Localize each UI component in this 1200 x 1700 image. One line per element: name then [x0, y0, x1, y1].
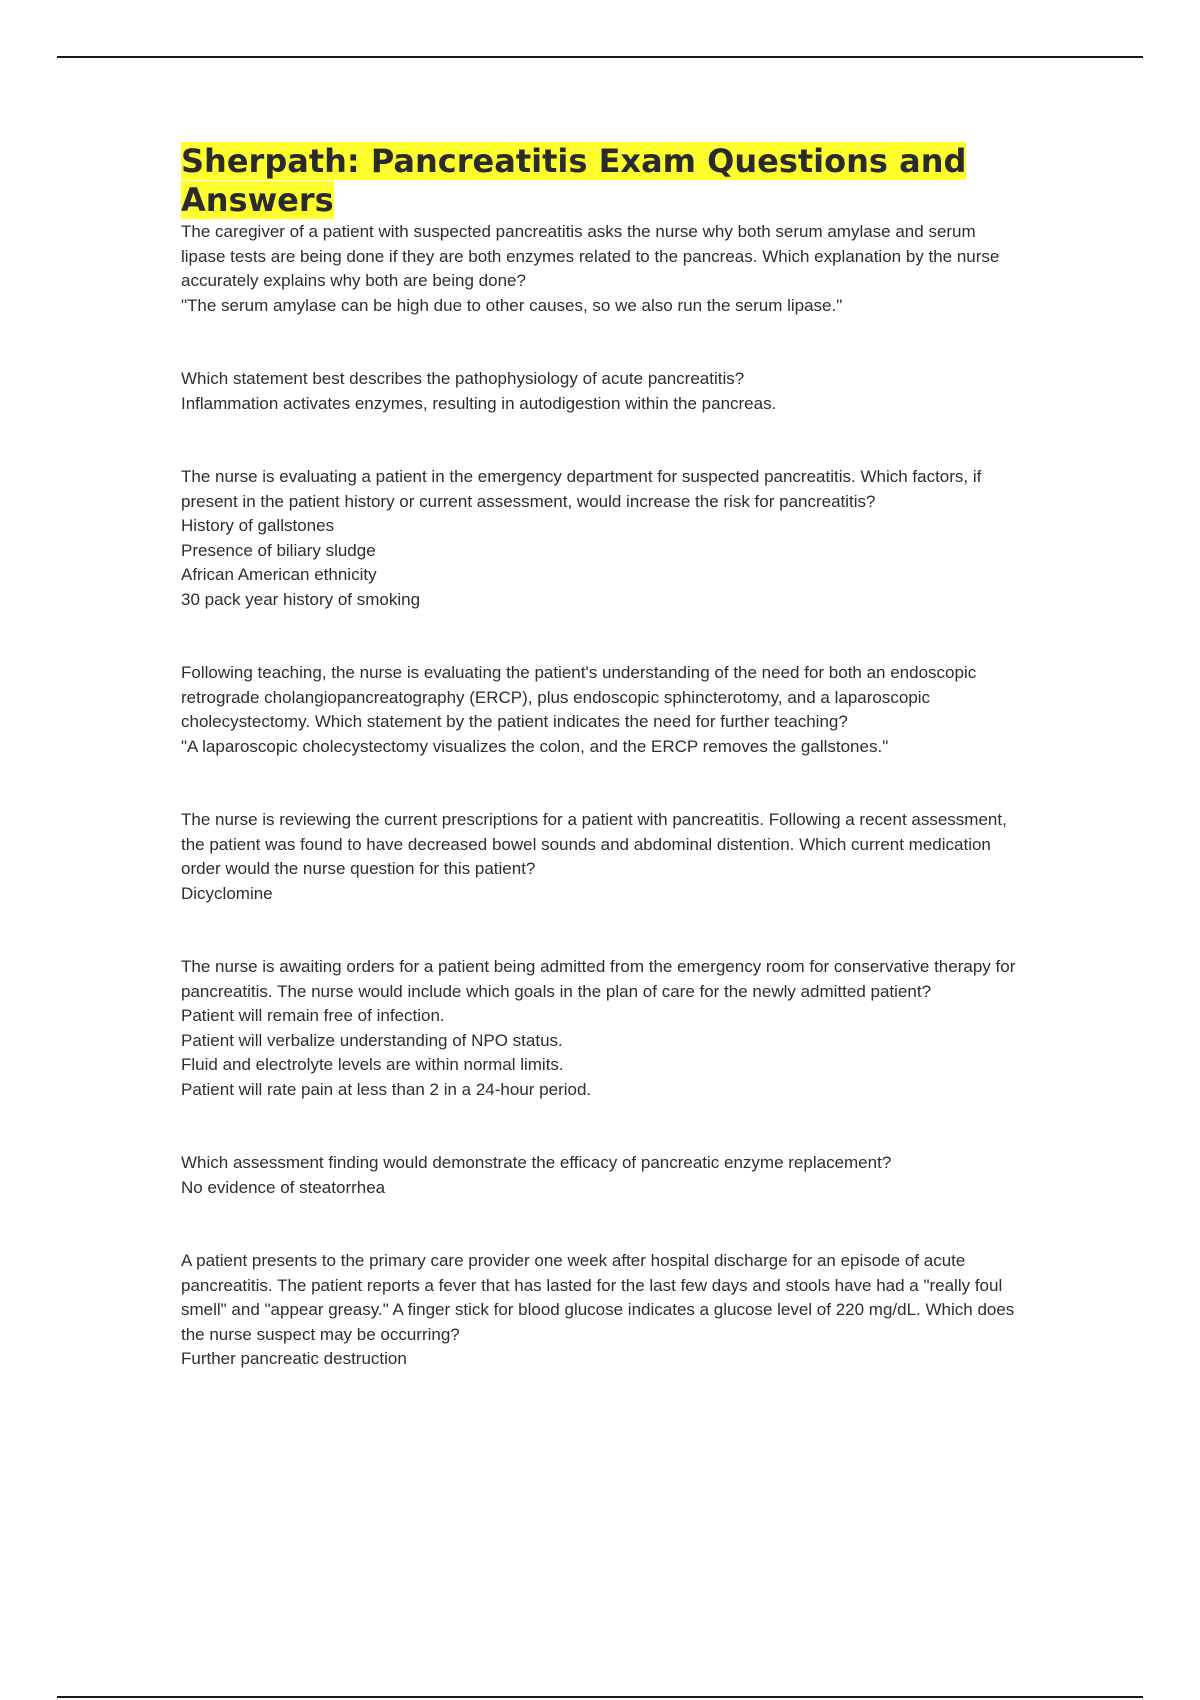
qa-item: [181, 1151, 1021, 1200]
bottom-rule: [57, 1696, 1143, 1698]
answer-text: Further pancreatic destruction: [181, 1349, 407, 1368]
qa-item: [181, 955, 1021, 1102]
qa-item: [181, 808, 1021, 906]
answer-text: Patient will rate pain at less than 2 in a 24-hour period.: [181, 1079, 592, 1099]
qa-item: [181, 1249, 1021, 1372]
qa-item: [181, 220, 1021, 318]
qa-item: [181, 367, 1021, 416]
question-text: The nurse is reviewing the current prescriptions for a patient with pancreatitis. Following a recent assessment, the patient was found to have decreased bowel sounds and abdominal distention. Which current medication order would the nurse question for this patient?: [181, 810, 1007, 878]
question-text: Which statement best describes the pathophysiology of acute pancreatitis?: [181, 369, 745, 388]
question-text: Which assessment finding would demonstrate the efficacy of pancreatic enzyme replacement?: [181, 1153, 892, 1172]
answer-text: No evidence of steatorrhea: [181, 1177, 386, 1197]
answer-text: Fluid and electrolyte levels are within normal limits.: [181, 1055, 564, 1074]
answer-text: "The serum amylase can be high due to other causes, so we also run the serum lipase.": [181, 295, 843, 315]
question-text: The caregiver of a patient with suspected pancreatitis asks the nurse why both serum amylase and serum lipase tests are being done if they are both enzymes related to the pancreas. Which explanation by the nurse accurately explains why both are being done?: [181, 222, 1000, 290]
document-body: [181, 142, 1021, 1372]
question-text: The nurse is awaiting orders for a patient being admitted from the emergency room for conservative therapy for pancreatitis. The nurse would include which goals in the plan of care for the newly admitted patient?: [181, 957, 1016, 1001]
answer-text: 30 pack year history of smoking: [181, 589, 421, 609]
question-text: A patient presents to the primary care provider one week after hospital discharge for an episode of acute pancreatitis. The patient reports a fever that has lasted for the last few days and stools have had a "really foul smell" and "appear greasy." A finger stick for blood glucose indicates a glucose level of 220 mg/dL. Which does the nurse suspect may be occurring?: [181, 1251, 1015, 1344]
qa-item: [181, 465, 1021, 612]
top-rule: [57, 56, 1143, 58]
answer-text: African American ethnicity: [181, 565, 377, 584]
answer-text: Presence of biliary sludge: [181, 540, 376, 560]
answer-text: Patient will verbalize understanding of NPO status.: [181, 1030, 563, 1050]
title-highlight: Sherpath: Pancreatitis Exam Questions and Answers: [181, 142, 967, 219]
answer-text: Dicyclomine: [181, 883, 273, 903]
answer-text: "A laparoscopic cholecystectomy visualizes the colon, and the ERCP removes the gallstones.": [181, 736, 889, 756]
question-text: The nurse is evaluating a patient in the emergency department for suspected pancreatitis. Which factors, if present in the patient history or current assessment, would increase the risk for pancreatitis?: [181, 467, 982, 511]
question-text: Following teaching, the nurse is evaluating the patient's understanding of the need for both an endoscopic retrograde cholangiopancreatography (ERCP), plus endoscopic sphincterotomy, and a laparoscopic cholecystectomy. Which statement by the patient indicates the need for further teaching?: [181, 663, 977, 731]
document-title: [181, 142, 1021, 220]
answer-text: Inflammation activates enzymes, resulting in autodigestion within the pancreas.: [181, 393, 777, 413]
answer-text: History of gallstones: [181, 516, 335, 535]
answer-text: Patient will remain free of infection.: [181, 1006, 445, 1025]
qa-item: [181, 661, 1021, 759]
